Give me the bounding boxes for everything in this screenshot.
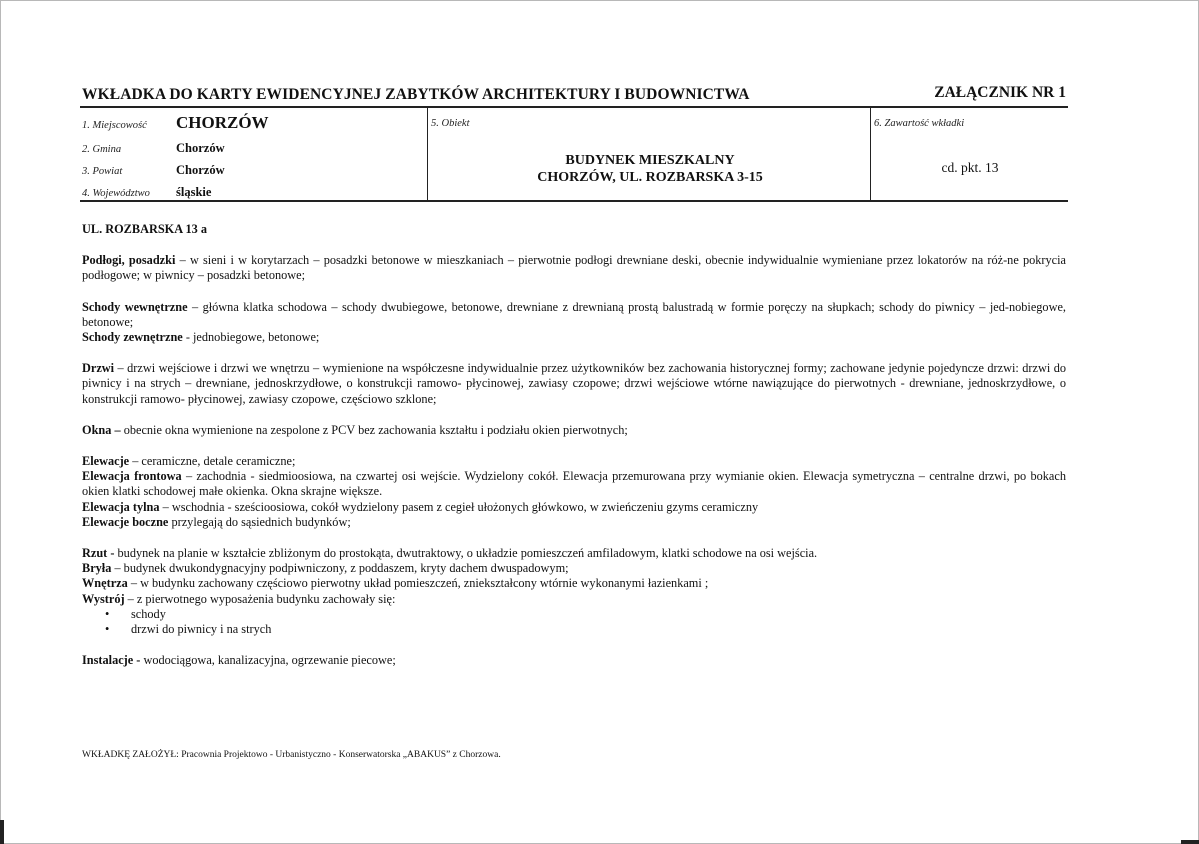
paragraph-wystroj [82, 592, 1066, 607]
term: Instalacje - [82, 653, 141, 668]
description: – drzwi wejściowe i drzwi we wnętrzu – wymienione na współczesne indywidualnie przez użytkowników bez zachowania historycznej formy; zachowane jedynie pojedyncze drzwi: drzwi do piwnicy i na strych – drewniane, jednoskrzydłowe, o konstrukcji ramowo- płycinowej, zawiasy czopowe; drzwi wejściowe wtórne nawiązujące do pierwotnych - drewniane, jednoskrzydłowe, o konstrukcji ramowo- płycinowej, zawiasy czopowe, częściowo szklone; [82, 361, 1066, 406]
object-name [428, 152, 872, 186]
term: Elewacja frontowa [82, 469, 182, 484]
description: - jednobiegowe, betonowe; [182, 330, 320, 345]
header-rule-bottom [80, 200, 1068, 202]
paragraph-elewacja-tylna [82, 500, 1066, 515]
description: – wschodnia - sześcioosiowa, cokół wydzielony pasem z cegieł ułożonych główkowo, w zwieńczeniu gzyms ceramiczny [159, 499, 759, 514]
term: Rzut - [82, 546, 115, 561]
document-body [82, 222, 1066, 668]
term: Schody zewnętrzne [82, 330, 183, 345]
field-label: 1. Miejscowość [82, 120, 147, 131]
scan-edge-mark [1181, 840, 1199, 844]
field-obiekt-label [431, 113, 470, 131]
paragraph-instalacje [82, 653, 1066, 668]
description: – z pierwotnego wyposażenia budynku zachowały się: [124, 591, 396, 606]
list-item-text: drzwi do piwnicy i na strych [131, 622, 272, 637]
field-value: śląskie [176, 185, 212, 199]
term: Elewacje [82, 454, 130, 469]
header-rule-top [80, 106, 1068, 108]
paragraph-elewacje-boczne [82, 515, 1066, 530]
paragraph-podlogi [82, 253, 1066, 283]
list-item [82, 622, 1066, 637]
description: – budynek dwukondygnacyjny podpiwniczony, z poddaszem, kryty dachem dwuspadowym; [111, 561, 569, 576]
content-reference: cd. pkt. 13 [941, 160, 999, 175]
description: – w sieni i w korytarzach – posadzki betonowe w mieszkaniach – pierwotnie podłogi drewniane deski, obecnie indywidualnie wymieniane przez lokatorów na róż-ne pokrycia podłogowe; w piwnicy – posadzki betonowe; [82, 253, 1066, 283]
list-item-text: schody [131, 606, 166, 621]
term: Wystrój [82, 591, 125, 606]
paragraph-rzut [82, 546, 1066, 561]
footer-author [82, 750, 501, 760]
term: Bryła [82, 561, 112, 576]
term: Schody wewnętrzne [82, 299, 188, 314]
scan-edge-mark [0, 820, 4, 844]
field-powiat [82, 161, 225, 179]
paragraph-elewacje [82, 454, 1066, 469]
footer-text: Pracownia Projektowo - Urbanistyczno - Konserwatorska „ABAKUS” z Chorzowa. [178, 750, 501, 760]
paragraph-bryla [82, 561, 1066, 576]
term: Drzwi [82, 361, 115, 376]
field-label: 6. Zawartość wkładki [874, 118, 965, 129]
field-value: CHORZÓW [176, 113, 269, 132]
field-label: 2. Gmina [82, 144, 122, 155]
description: – ceramiczne, detale ceramiczne; [129, 454, 296, 469]
field-label: 4. Województwo [82, 188, 150, 199]
list-item [82, 607, 1066, 622]
term: Elewacje boczne [82, 514, 169, 529]
field-wojewodztwo [82, 183, 211, 201]
term: Podłogi, posadzki [82, 253, 176, 268]
wystroj-list [82, 607, 1066, 637]
field-label: 5. Obiekt [431, 118, 470, 129]
description: budynek na planie w kształcie zbliżonym do prostokąta, dwutraktowy, o układzie pomieszczeń amfiladowym, klatki schodowe na osi wejścia. [114, 546, 818, 561]
object-name-line1: BUDYNEK MIESZKALNY [565, 153, 735, 168]
description: obecnie okna wymienione na zespolone z PCV bez zachowania kształtu i podziału okien pierwotnych; [120, 422, 628, 437]
object-name-line2: CHORZÓW, UL. ROZBARSKA 3-15 [537, 170, 763, 185]
description: przylegają do sąsiednich budynków; [168, 514, 351, 529]
description: – zachodnia - siedmioosiowa, na czwartej osi wejście. Wydzielony cokół. Elewacja przemurowana przy wymianie okien. Elewacja symetryczna – centralne drzwi, po bokach okien klatki schodowej małe okienka. Okna skrajne większe. [82, 469, 1066, 499]
document-title: WKŁADKA DO KARTY EWIDENCYJNEJ ZABYTKÓW ARCHITEKTURY I BUDOWNICTWA [82, 86, 750, 103]
paragraph-wnetrza [82, 576, 1066, 591]
term: Okna – [82, 422, 121, 437]
description: – główna klatka schodowa – schody dwubiegowe, betonowe, drewniane z drewnianą prostą balustradą w formie poręczy na słupkach; schody do piwnicy – jed-nobiegowe, betonowe; [82, 299, 1066, 329]
description: wodociągowa, kanalizacyjna, ogrzewanie piecowe; [140, 653, 396, 668]
term: Wnętrza [82, 576, 128, 591]
field-label: 3. Powiat [82, 166, 123, 177]
paragraph-schody-zewnetrzne [82, 330, 1066, 345]
term: Elewacja tylna [82, 499, 160, 514]
field-zawartosc-label [874, 113, 964, 131]
bullet-icon: • [105, 622, 110, 637]
section-heading: UL. ROZBARSKA 13 a [82, 222, 208, 236]
field-miejscowosc [82, 113, 269, 133]
footer-label: WKŁADKĘ ZAŁOŻYŁ: [82, 750, 179, 760]
description: – w budynku zachowany częściowo pierwotny układ pomieszczeń, zniekształcony wtórnie wykonanymi łazienkami ; [127, 576, 709, 591]
paragraph-elewacja-frontowa [82, 469, 1066, 499]
field-value: Chorzów [176, 163, 225, 177]
paragraph-schody-wewnetrzne [82, 300, 1066, 330]
field-value: Chorzów [176, 141, 225, 155]
annex-number: ZAŁĄCZNIK NR 1 [934, 84, 1066, 101]
paragraph-okna [82, 423, 1066, 438]
paragraph-drzwi [82, 361, 1066, 407]
bullet-icon: • [105, 606, 110, 621]
field-gmina [82, 139, 225, 157]
